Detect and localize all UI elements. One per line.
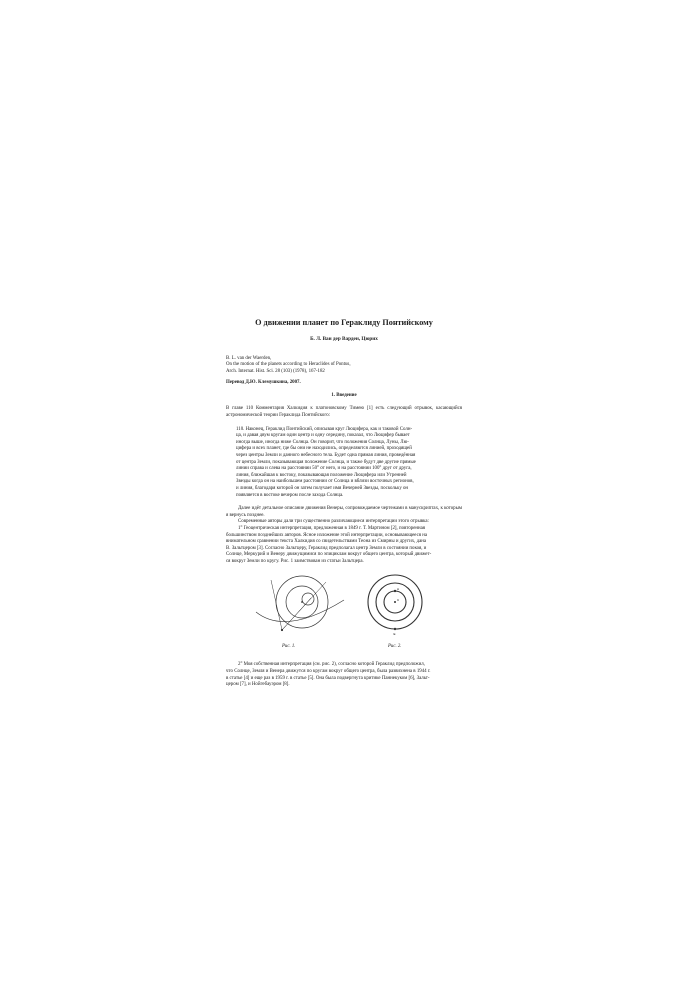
paper-title: О движении планет по Гераклиду Понтийскому [255,318,433,327]
label-e: E [393,632,396,637]
quote-line: 110. Наконец, Гераклид Понтийский, описывая круг Люцифера, как и таковой Солн- [236,426,413,432]
figures-row [226,572,462,656]
interpretation-1-line: Солнце, Меркурий и Венеру движущимися по эпициклам вокруг общего центра, который движет- [226,552,432,558]
interpretation-2-line: цером [7], и Нойгебауэром [8]. [226,682,290,688]
figure-1-diagram [246,572,346,644]
original-title: On the motion of the planets according to Heraclides of Pontus, [226,362,351,368]
figure-1-caption: Рис. 1. [282,644,296,650]
quote-line: через центры Земли и данного небесного тела. Будет одна прямая линия, проведённая [236,452,416,458]
interpretation-2 [226,662,462,688]
interpretation-1-line: В. Зальтцером [3]. Согласно Зальтцеру, Гераклид предполагал центр Земли в состоянии покоя, и [226,545,427,551]
original-journal: Arch. Internat. Hist. Sci. 28 (103) (1978), 167-182 [226,368,325,374]
original-reference [226,356,462,375]
figure-2-diagram [360,572,430,644]
interpretation-2-line: в статье [4] и еще раз в 1959 г. в статье [5]. Она была подвергнута критике Паннекуком [6], Зальт- [226,675,430,681]
original-author: B. L. van der Waerden, [226,356,272,361]
paragraph-modern-interpretations: Современные авторы дали три существенно различающиеся интерпретации этого отрывка: [238,519,429,525]
quote-line: от центра Земли, показывающая положение Солнца, и также будут две другие прямые [236,459,416,465]
quote-line: линии справа и слева на расстоянии 50° от него, и на расстоянии 100° друг от друга, [236,466,412,472]
figure-2-caption: Рис. 2. [388,644,402,650]
interpretation-1-line: ся вокруг Земли по кругу. Рис. 1 заимствован из статьи Зальтцера. [226,558,364,564]
interpretation-1 [226,526,462,566]
paragraph-after-quote: Далее идёт детальное описание движения Венеры, сопровождаемое чертежами в манускриптах, к которым я вернусь позднее. [226,506,462,518]
label-c: C [397,598,400,603]
quote-line: появляется в востоке вечером после захода Солнца. [236,492,344,498]
quote-line: и линия, благодаря которой он затем получает имя Вечерней Звезды, поскольку он [236,485,409,491]
chalcidius-quote [236,427,454,500]
section-heading: 1. Введение [331,392,357,398]
quote-line: Звезды когда он на наибольшем расстоянии от Солнца и вблизи восточных регионов, [236,479,414,485]
interpretation-1-line: большинством позднейших авторов. Ясное изложение этой интерпретации, основывающееся на [226,532,428,538]
document-page [226,318,462,689]
quote-line: цифера и всех планет, где бы они не находились, определяются линией, проходящей [236,446,412,452]
translation-credit: Перевод Д.Ю. Клемушкина, 2007. [226,380,301,386]
intro-paragraph: В главе 110 Комментария Халкидия к платоновскому Тимею [1] есть следующий отрывок, касающийся астрономической теории Гераклида Понтийского: [226,406,462,418]
quote-line: ца, и давая двум кругам один центр и одну середину, показал, что Люцифер бывает [236,433,410,439]
interpretation-2-line: что Солнце, Земля и Венера движутся по кругам вокруг общего центра, была развихнена в 1944 г. [226,669,431,675]
interpretation-1-line: 1° Геоцентрическая интерпретация, предложенная в 1849 г. Т. Мартином [2], повторенная [238,525,426,531]
paper-authors: Б. Л. Ван дер Варден, Цюрих [310,336,378,342]
interpretation-2-line: 2° Моя собственная интерпретация (см. рис. 2), согласно которой Гераклид предположил, [238,662,425,668]
label-a: A [397,587,400,592]
quote-line: иногда выше, иногда ниже Солнца. Он говорит, что положения Солнца, Луны, Лю- [236,439,409,445]
quote-line: линия, ближайшая к востоку, показывающая положение Люцифера или Утренней [236,472,407,478]
interpretation-1-line: внимательном сравнении текста Халкидия со свидетельствами Теона из Смирны и других, дана [226,539,427,545]
